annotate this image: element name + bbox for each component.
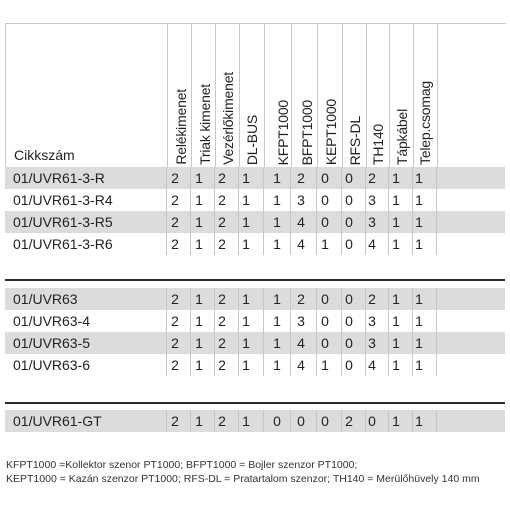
table-cell: 1 bbox=[415, 335, 423, 351]
table-cell: 2 bbox=[171, 313, 179, 329]
group-separator bbox=[5, 402, 505, 404]
cell-divider bbox=[436, 233, 437, 255]
table-cell: 1 bbox=[195, 413, 203, 429]
table-cell: 1 bbox=[242, 413, 250, 429]
table-cell: 0 bbox=[345, 357, 353, 373]
table-cell: 1 bbox=[273, 357, 281, 373]
table-cell: 1 bbox=[415, 192, 423, 208]
table-cell: 2 bbox=[171, 214, 179, 230]
table-cell: 1 bbox=[273, 170, 281, 186]
table-cell: 4 bbox=[297, 335, 305, 351]
table-cell: 3 bbox=[297, 313, 305, 329]
table-cell: 2 bbox=[171, 170, 179, 186]
table-cell: 2 bbox=[297, 170, 305, 186]
footnote-line-1: KFPT1000 =Kollektor szenor PT1000; BFPT1000 = Bojler szenzor PT1000; bbox=[6, 459, 358, 471]
cell-divider bbox=[436, 410, 437, 432]
article-code: 01/UVR63-5 bbox=[13, 335, 91, 351]
column-header: Vezérlőkimenet bbox=[220, 72, 236, 165]
table-cell: 1 bbox=[195, 170, 203, 186]
table-cell: 0 bbox=[321, 335, 329, 351]
table-cell: 3 bbox=[368, 313, 376, 329]
table-cell: 2 bbox=[218, 170, 226, 186]
cell-divider bbox=[436, 211, 437, 233]
table-cell: 2 bbox=[171, 335, 179, 351]
table-row bbox=[5, 288, 505, 310]
article-code: 01/UVR63 bbox=[13, 291, 78, 307]
table-row bbox=[5, 410, 505, 432]
table-cell: 1 bbox=[273, 236, 281, 252]
table-cell: 0 bbox=[345, 236, 353, 252]
table-cell: 1 bbox=[392, 313, 400, 329]
table-cell: 1 bbox=[415, 291, 423, 307]
table-row bbox=[5, 233, 505, 255]
table-cell: 1 bbox=[242, 214, 250, 230]
table-cell: 1 bbox=[242, 335, 250, 351]
cell-divider bbox=[436, 288, 437, 310]
table-cell: 1 bbox=[321, 236, 329, 252]
column-header: Relékimenet bbox=[173, 89, 189, 165]
table-cell: 1 bbox=[415, 313, 423, 329]
cell-divider bbox=[436, 189, 437, 211]
table-cell: 1 bbox=[195, 214, 203, 230]
table-cell: 2 bbox=[297, 291, 305, 307]
column-header: RFS-DL bbox=[347, 115, 363, 165]
column-header: BFPT1000 bbox=[299, 99, 315, 165]
table-cell: 1 bbox=[273, 192, 281, 208]
table-row bbox=[5, 310, 505, 332]
table-row bbox=[5, 167, 505, 189]
cell-divider bbox=[263, 332, 264, 354]
cell-divider bbox=[436, 332, 437, 354]
cell-divider bbox=[436, 354, 437, 376]
table-cell: 4 bbox=[368, 357, 376, 373]
table-cell: 1 bbox=[273, 214, 281, 230]
table-cell: 2 bbox=[171, 291, 179, 307]
column-header: KEPT1000 bbox=[323, 98, 339, 165]
table-cell: 2 bbox=[171, 357, 179, 373]
table-cell: 2 bbox=[171, 192, 179, 208]
cell-divider bbox=[263, 233, 264, 255]
table-cell: 1 bbox=[415, 236, 423, 252]
header-divider bbox=[437, 24, 438, 167]
table-cell: 1 bbox=[242, 192, 250, 208]
article-code: 01/UVR61-3-R4 bbox=[13, 192, 113, 208]
table-cell: 0 bbox=[321, 192, 329, 208]
header-divider bbox=[389, 24, 390, 167]
table-cell: 0 bbox=[321, 214, 329, 230]
table-cell: 0 bbox=[368, 413, 376, 429]
article-code: 01/UVR61-3-R5 bbox=[13, 214, 113, 230]
article-code: 01/UVR63-6 bbox=[13, 357, 91, 373]
table-cell: 1 bbox=[392, 291, 400, 307]
cell-divider bbox=[263, 189, 264, 211]
table-cell: 1 bbox=[273, 335, 281, 351]
table-cell: 2 bbox=[218, 335, 226, 351]
table-cell: 0 bbox=[321, 413, 329, 429]
cell-divider bbox=[263, 288, 264, 310]
cell-divider bbox=[436, 167, 437, 189]
table-cell: 3 bbox=[368, 192, 376, 208]
table-cell: 2 bbox=[345, 413, 353, 429]
table-cell: 1 bbox=[242, 313, 250, 329]
cell-divider bbox=[263, 211, 264, 233]
article-code: 01/UVR61-3-R bbox=[13, 170, 105, 186]
table-cell: 0 bbox=[321, 313, 329, 329]
table-cell: 0 bbox=[345, 214, 353, 230]
table-cell: 1 bbox=[415, 413, 423, 429]
table-cell: 0 bbox=[345, 192, 353, 208]
table-cell: 1 bbox=[392, 214, 400, 230]
column-header: Tápkábel bbox=[394, 109, 410, 165]
table-cell: 2 bbox=[171, 413, 179, 429]
header-divider bbox=[264, 24, 265, 167]
table-cell: 1 bbox=[273, 313, 281, 329]
table-cell: 0 bbox=[321, 170, 329, 186]
table-cell: 1 bbox=[415, 214, 423, 230]
table-cell: 4 bbox=[368, 236, 376, 252]
table-cell: 1 bbox=[195, 192, 203, 208]
article-code: 01/UVR61-GT bbox=[13, 413, 102, 429]
table-cell: 1 bbox=[415, 170, 423, 186]
table-cell: 3 bbox=[368, 335, 376, 351]
table-row bbox=[5, 354, 505, 376]
table-cell: 0 bbox=[297, 413, 305, 429]
column-header: Triak kimenet bbox=[197, 84, 213, 165]
table-cell: 0 bbox=[321, 291, 329, 307]
table-cell: 1 bbox=[242, 170, 250, 186]
table-cell: 0 bbox=[273, 413, 281, 429]
table-cell: 1 bbox=[242, 291, 250, 307]
table-cell: 2 bbox=[218, 313, 226, 329]
table-cell: 1 bbox=[392, 192, 400, 208]
article-code: 01/UVR61-3-R6 bbox=[13, 236, 113, 252]
table-cell: 2 bbox=[368, 170, 376, 186]
cell-divider bbox=[263, 354, 264, 376]
table-cell: 1 bbox=[195, 335, 203, 351]
table-cell: 2 bbox=[218, 214, 226, 230]
table-cell: 2 bbox=[218, 236, 226, 252]
table-cell: 1 bbox=[273, 291, 281, 307]
table-cell: 3 bbox=[297, 192, 305, 208]
column-header: DL-BUS bbox=[244, 114, 260, 165]
cell-divider bbox=[263, 310, 264, 332]
header-divider bbox=[239, 24, 240, 167]
table-cell: 4 bbox=[297, 357, 305, 373]
cell-divider bbox=[263, 410, 264, 432]
article-code: 01/UVR63-4 bbox=[13, 313, 91, 329]
table-cell: 2 bbox=[218, 291, 226, 307]
cell-divider bbox=[436, 310, 437, 332]
table-cell: 1 bbox=[392, 170, 400, 186]
table-cell: 0 bbox=[345, 335, 353, 351]
table-cell: 0 bbox=[345, 291, 353, 307]
table-cell: 4 bbox=[297, 214, 305, 230]
table-cell: 1 bbox=[195, 291, 203, 307]
header-divider bbox=[342, 24, 343, 167]
table-cell: 2 bbox=[171, 236, 179, 252]
table-cell: 1 bbox=[242, 357, 250, 373]
cell-divider bbox=[263, 167, 264, 189]
table-cell: 0 bbox=[345, 313, 353, 329]
table-cell: 1 bbox=[392, 413, 400, 429]
column-header: Telep.csomag bbox=[417, 81, 433, 165]
table-cell: 2 bbox=[368, 291, 376, 307]
table-cell: 1 bbox=[195, 357, 203, 373]
table-cell: 2 bbox=[218, 413, 226, 429]
table-header bbox=[5, 23, 506, 167]
table-cell: 1 bbox=[392, 335, 400, 351]
table-row bbox=[5, 332, 505, 354]
table-row bbox=[5, 189, 505, 211]
table-cell: 1 bbox=[392, 236, 400, 252]
footnote-line-2: KEPT1000 = Kazán szenzor PT1000; RFS-DL = Pratartalom szenzor; TH140 = Merülőhüvely 140 mm bbox=[6, 473, 480, 485]
table-cell: 4 bbox=[297, 236, 305, 252]
table-cell: 2 bbox=[218, 357, 226, 373]
group-separator bbox=[5, 279, 505, 281]
header-divider bbox=[167, 24, 168, 167]
table-cell: 1 bbox=[321, 357, 329, 373]
table-cell: 3 bbox=[368, 214, 376, 230]
table-cell: 1 bbox=[242, 236, 250, 252]
table-cell: 1 bbox=[195, 313, 203, 329]
column-header: KFPT1000 bbox=[275, 99, 291, 165]
table-cell: 1 bbox=[195, 236, 203, 252]
table-row bbox=[5, 211, 505, 233]
column-header: TH140 bbox=[370, 123, 386, 165]
table-cell: 1 bbox=[392, 357, 400, 373]
table-cell: 1 bbox=[415, 357, 423, 373]
code-column-header: Cikkszám bbox=[14, 147, 75, 163]
table-cell: 2 bbox=[218, 192, 226, 208]
table-cell: 0 bbox=[345, 170, 353, 186]
